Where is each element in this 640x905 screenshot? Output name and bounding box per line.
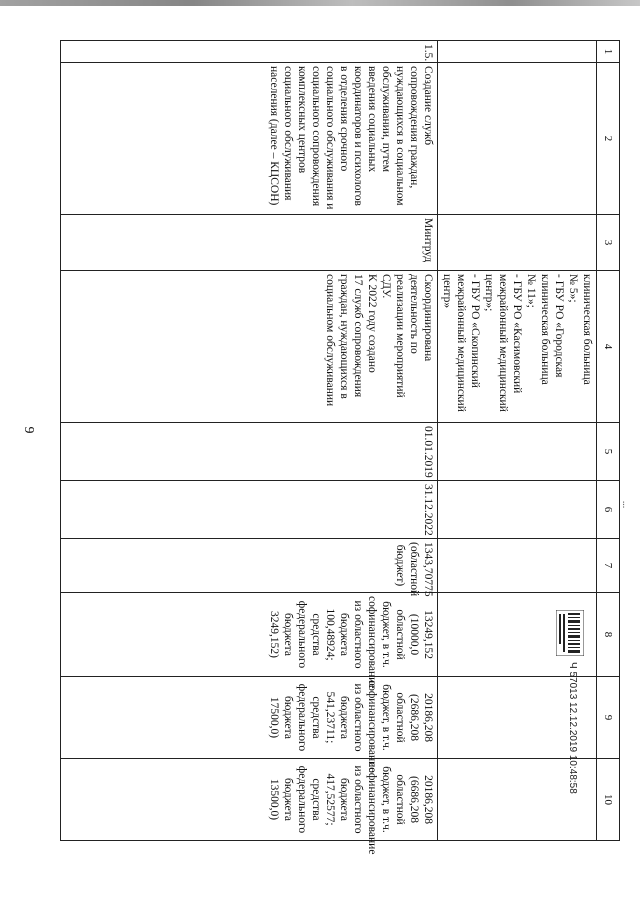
col-num-6: 6 bbox=[597, 481, 620, 539]
prev-c1 bbox=[438, 41, 597, 63]
col-num-9: 9 bbox=[597, 677, 620, 759]
row-result: Скоординирована деятельность по реализации мероприятий СДУ. К 2022 году создано 17 служб сопровождения граждан, нуждающихся в социальном обслуживании bbox=[61, 271, 438, 423]
prev-c3 bbox=[438, 215, 597, 271]
col-num-5: 5 bbox=[597, 423, 620, 481]
row-number: 1.5. bbox=[61, 41, 438, 63]
row-end-date: 31.12.2022 bbox=[61, 481, 438, 539]
edge-mark: ⁝ bbox=[622, 500, 626, 511]
row-funding-2021: 20186,208 (2686,208 областной бюджет, в т.ч. софинансирование из областного бюджета 541,23711; средства федерального бюджета 17500,0) bbox=[61, 677, 438, 759]
barcode-icon bbox=[556, 610, 584, 656]
scan-edge-smudge bbox=[0, 0, 640, 6]
row-name: Создание служб сопровождения граждан, нуждающихся в социальном обслуживании, путем введения социальных координаторов и психологов в отделения срочного социального обслуживания и социального сопровождения комплексных центров социального обслуживания населения (далее – КЦСОН) bbox=[61, 63, 438, 215]
prev-c5 bbox=[438, 423, 597, 481]
row-funding-2019: 1343,70775 (областной бюджет) bbox=[61, 539, 438, 593]
col-num-10: 10 bbox=[597, 759, 620, 841]
row-start-date: 01.01.2019 bbox=[61, 423, 438, 481]
stamp-number-datetime: Ч 57013 12.12.2019 10:48:58 bbox=[567, 662, 578, 794]
col-num-3: 3 bbox=[597, 215, 620, 271]
row-funding-2020: 13249,152 (10000,0 областной бюджет, в т.ч. софинансирование из областного бюджета 100,48924; средства федерального бюджета 3249,152) bbox=[61, 593, 438, 677]
prev-c2 bbox=[438, 63, 597, 215]
row-funding-2022: 20186,208 (6686,208 областной бюджет, в т.ч. софинансирование из областного бюджета 417,52577; средства федерального бюджета 13500,0) bbox=[61, 759, 438, 841]
prev-executors: клиническая больница № 5»; - ГБУ РО «Городская клиническая больница № 11»; - ГБУ РО «Касимовский межрайонный медицинский центр»; - ГБУ РО «Скопинский межрайонный медицинский центр» bbox=[438, 271, 597, 423]
page-number: 9 bbox=[21, 426, 36, 434]
prev-c7 bbox=[438, 539, 597, 593]
document-stamp bbox=[530, 610, 590, 890]
col-num-4: 4 bbox=[597, 271, 620, 423]
col-num-1: 1 bbox=[597, 41, 620, 63]
col-num-8: 8 bbox=[597, 593, 620, 677]
row-responsible: Минтруд bbox=[61, 215, 438, 271]
table-row bbox=[61, 41, 438, 841]
col-num-7: 7 bbox=[597, 539, 620, 593]
column-number-row bbox=[597, 41, 620, 841]
col-num-2: 2 bbox=[597, 63, 620, 215]
prev-c6 bbox=[438, 481, 597, 539]
